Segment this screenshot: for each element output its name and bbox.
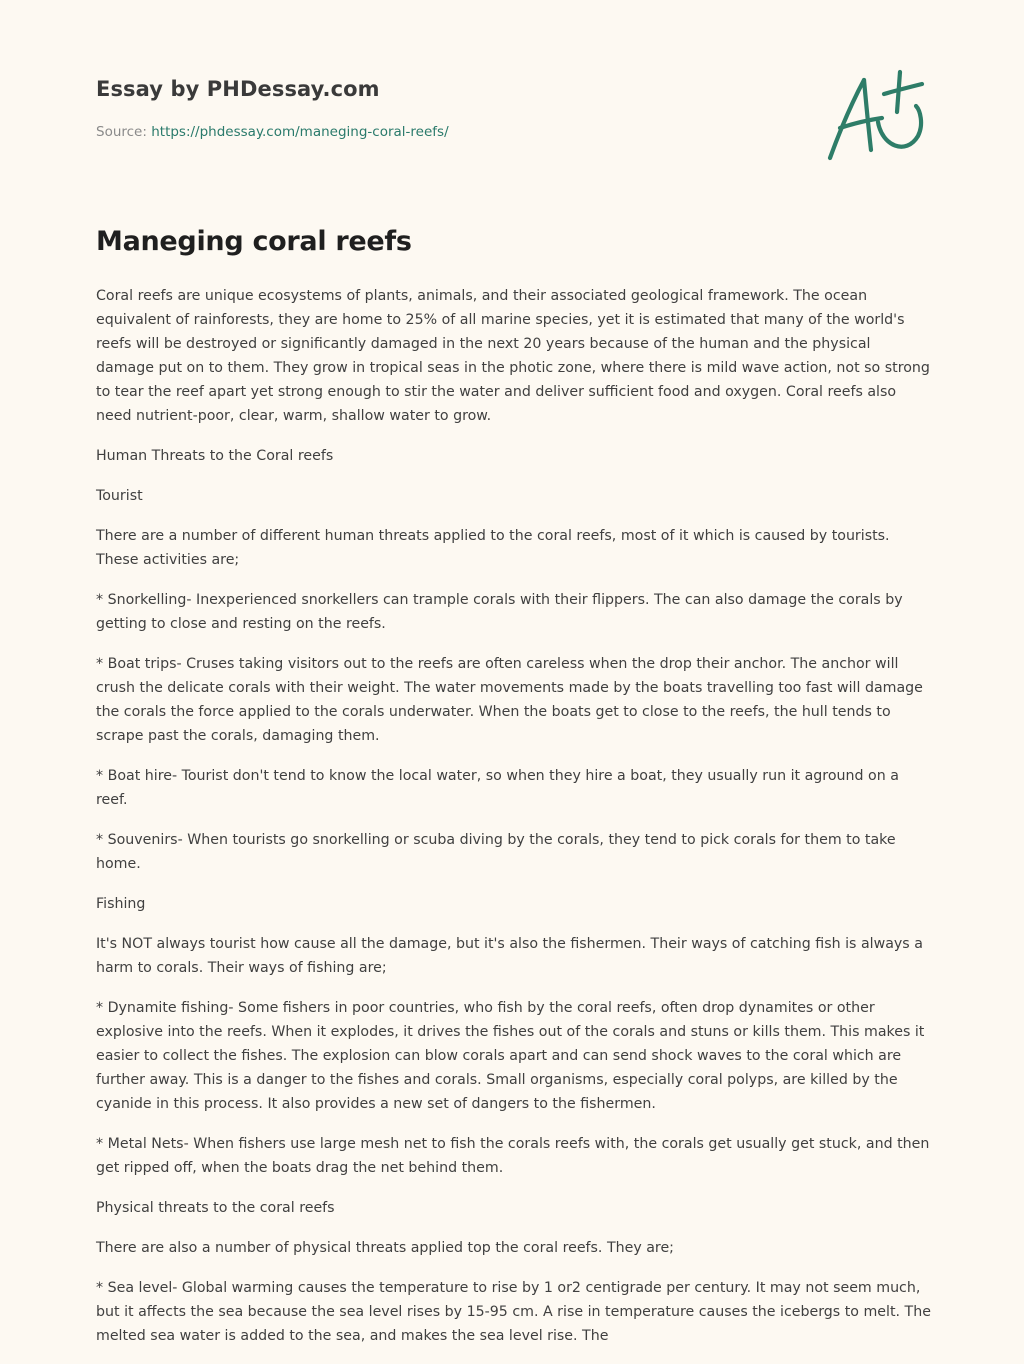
list-item-boat-trips: * Boat trips- Cruses taking visitors out to the reefs are often careless when the drop their anchor. The anchor will crush the delicate corals with their weight. The water movements made by the boats travelling too fast will damage the corals the force applied to the corals underwater. When the boats get to close to the reefs, the hull tends to scrape past the corals, damaging them. [96,656,923,744]
paragraph-tourist-intro: There are a number of different human threats applied to the coral reefs, most of it which is caused by tourists. These activities are; [96,528,890,568]
section-heading-human-threats: Human Threats to the Coral reefs [96,448,334,464]
a-plus-logo-icon [820,66,930,166]
section-heading-physical-threats: Physical threats to the coral reefs [96,1200,335,1216]
paragraph-physical-intro: There are also a number of physical threats applied top the coral reefs. They are; [96,1240,674,1256]
list-item-metal-nets: * Metal Nets- When fishers use large mesh net to fish the corals reefs with, the corals get usually get stuck, and then get ripped off, when the boats drag the net behind them. [96,1136,930,1176]
list-item-souvenirs: * Souvenirs- When tourists go snorkelling or scuba diving by the corals, they tend to pick corals for them to take home. [96,832,896,872]
list-item-snorkelling: * Snorkelling- Inexperienced snorkellers can trample corals with their flippers. The can also damage the corals by getting to close and resting on the reefs. [96,592,903,632]
list-item-boat-hire: * Boat hire- Tourist don't tend to know the local water, so when they hire a boat, they usually run it aground on a reef. [96,768,899,808]
subheading-tourist: Tourist [96,488,143,504]
source-line [96,124,449,140]
source-link[interactable]: https://phdessay.com/maneging-coral-reefs/ [151,124,449,140]
essay-title: Maneging coral reefs [96,226,412,257]
paragraph-intro: Coral reefs are unique ecosystems of plants, animals, and their associated geological framework. The ocean equivalent of rainforests, they are home to 25% of all marine species, yet it is estimated that many of the world's reefs will be destroyed or significantly damaged in the next 20 years because of the human and the physical damage put on to them. They grow in tropical seas in the photic zone, where there is mild wave action, not so strong to tear the reef apart yet strong enough to stir the water and deliver sufficient food and oxygen. Coral reefs also need nutrient-poor, clear, warm, shallow water to grow. [96,288,930,424]
list-item-sea-level: * Sea level- Global warming causes the temperature to rise by 1 or2 centigrade per century. It may not seem much, but it affects the sea because the sea level rises by 15-95 cm. A rise in temperature causes the icebergs to melt. The melted sea water is added to the sea, and makes the sea level rise. The [96,1280,931,1344]
paragraph-fishing-intro: It's NOT always tourist how cause all the damage, but it's also the fishermen. Their ways of catching fish is always a harm to corals. Their ways of fishing are; [96,936,923,976]
essay-body [96,284,932,1364]
subheading-fishing: Fishing [96,896,146,912]
source-label: Source: [96,124,152,140]
brand-title: Essay by PHDessay.com [96,77,380,101]
list-item-dynamite-fishing: * Dynamite fishing- Some fishers in poor countries, who fish by the coral reefs, often drop dynamites or other explosive into the reefs. When it explodes, it drives the fishes out of the corals and stuns or kills them. This makes it easier to collect the fishes. The explosion can blow corals apart and can send shock waves to the coral which are further away. This is a danger to the fishes and corals. Small organisms, especially coral polyps, are killed by the cyanide in this process. It also provides a new set of dangers to the fishermen. [96,1000,925,1112]
